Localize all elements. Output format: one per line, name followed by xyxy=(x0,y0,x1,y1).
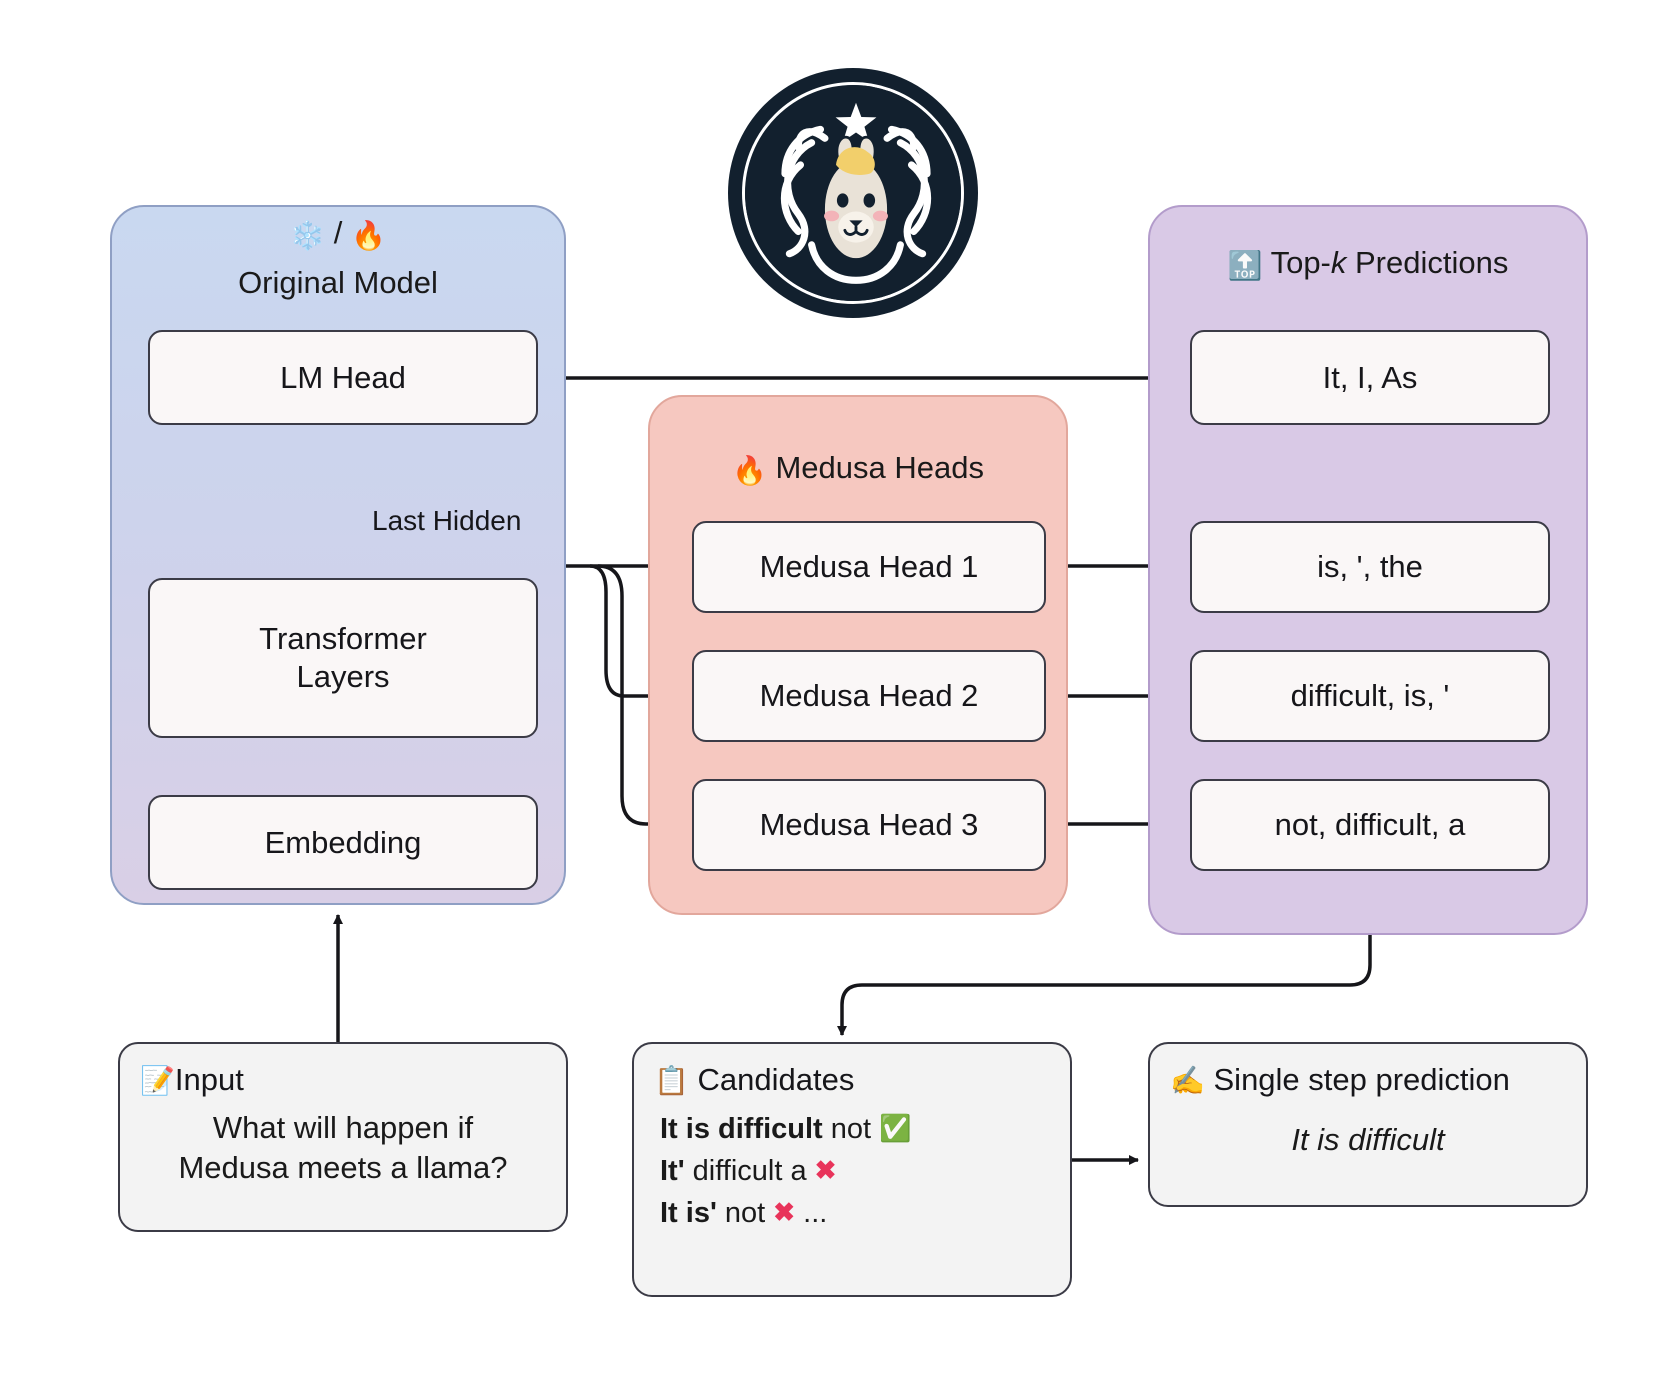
original-model-badge xyxy=(110,215,566,252)
candidate-3-bold: It is' xyxy=(660,1197,717,1230)
medusa-llama-logo xyxy=(728,68,978,318)
medusa-head-1-box: Medusa Head 1 xyxy=(692,521,1046,613)
original-model-title: Original Model xyxy=(238,265,438,300)
candidate-1-bold: It is difficult xyxy=(660,1113,823,1145)
topk-title-suffix: Predictions xyxy=(1346,245,1509,280)
candidate-row-1 xyxy=(654,1108,1050,1150)
lm-head-box: LM Head xyxy=(148,330,538,425)
prediction-card-title xyxy=(1170,1062,1566,1098)
prediction-card-title-text: Single step prediction xyxy=(1213,1062,1510,1097)
prediction-card-value: It is difficult xyxy=(1291,1122,1445,1157)
snowflake-icon: ❄️ xyxy=(290,220,326,251)
medusa-head-3-box: Medusa Head 3 xyxy=(692,779,1046,871)
badge-separator: / xyxy=(333,215,343,250)
topk-prediction-1: It, I, As xyxy=(1190,330,1550,425)
candidate-3-ellipsis: ... xyxy=(803,1197,828,1230)
fire-icon: 🔥 xyxy=(731,455,767,486)
medusa-heads-title-text: Medusa Heads xyxy=(775,450,984,485)
input-card-line2: Medusa meets a llama? xyxy=(178,1150,508,1186)
candidate-row-3 xyxy=(654,1192,1050,1234)
topk-title-k: k xyxy=(1330,245,1347,280)
cross-icon: ✖ xyxy=(814,1155,837,1186)
candidate-1-rest: not xyxy=(822,1113,872,1145)
logo-artwork xyxy=(745,85,964,304)
clipboard-icon: 📋 xyxy=(654,1065,689,1096)
transformer-layers-line1: Transformer xyxy=(259,621,427,657)
transformer-layers-line2: Layers xyxy=(296,659,390,694)
last-hidden-label: Last Hidden xyxy=(372,505,522,536)
candidate-row-2 xyxy=(654,1150,1050,1192)
transformer-layers-box xyxy=(148,578,538,738)
topk-prediction-3: difficult, is, ' xyxy=(1190,650,1550,742)
candidates-card xyxy=(632,1042,1072,1297)
candidate-2-bold: It' xyxy=(660,1155,685,1188)
topk-title xyxy=(1148,245,1588,282)
cross-icon: ✖ xyxy=(773,1197,796,1228)
topk-prediction-4: not, difficult, a xyxy=(1190,779,1550,871)
candidate-3-rest: not xyxy=(716,1197,766,1230)
input-card-title xyxy=(140,1062,546,1098)
topk-prediction-2: is, ', the xyxy=(1190,521,1550,613)
check-icon: ✅ xyxy=(879,1113,912,1143)
candidates-card-title-text: Candidates xyxy=(697,1062,855,1097)
single-step-prediction-card xyxy=(1148,1042,1588,1207)
medusa-heads-title xyxy=(648,450,1068,487)
medusa-head-2-box: Medusa Head 2 xyxy=(692,650,1046,742)
topk-title-prefix: Top- xyxy=(1270,245,1331,280)
input-card-line1: What will happen if xyxy=(212,1110,474,1145)
memo-icon: 📝 xyxy=(140,1065,175,1096)
writing-hand-icon: ✍️ xyxy=(1170,1065,1205,1096)
embedding-box: Embedding xyxy=(148,795,538,890)
input-card xyxy=(118,1042,568,1232)
fire-icon: 🔥 xyxy=(350,220,386,251)
top-icon: 🔝 xyxy=(1227,250,1263,281)
input-card-title-text: Input xyxy=(174,1062,244,1097)
candidates-card-title xyxy=(654,1062,1050,1098)
candidate-2-rest: difficult a xyxy=(684,1155,807,1188)
